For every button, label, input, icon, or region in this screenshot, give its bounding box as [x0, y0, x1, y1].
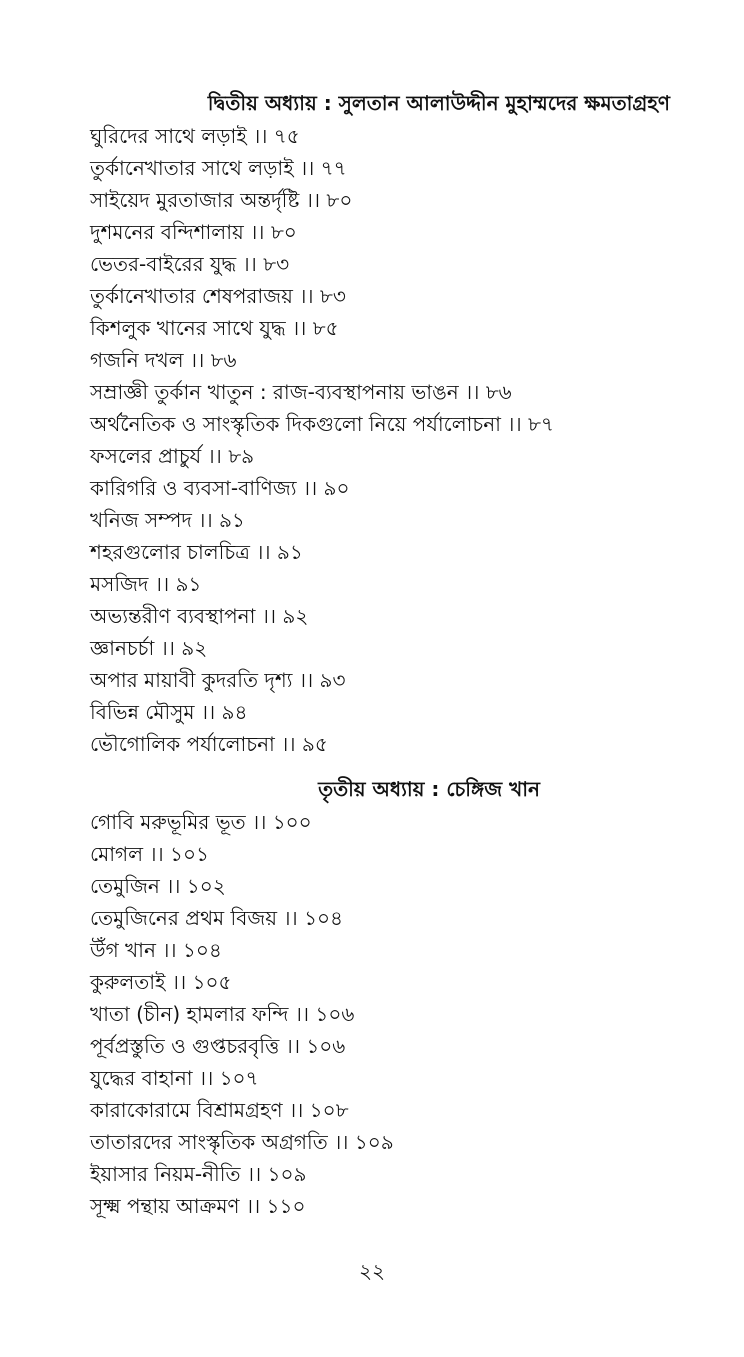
chapter-section [90, 772, 670, 1222]
toc-entry: মোগল ।। ১০১ [90, 842, 210, 866]
toc-entry: তুর্কানেখাতার সাথে লড়াই ।। ৭৭ [90, 156, 347, 180]
toc-entry: উঁগ খান ।। ১০৪ [90, 938, 222, 962]
toc-entry: তেমুজিনের প্রথম বিজয় ।। ১০৪ [90, 906, 344, 930]
toc-list [90, 120, 670, 760]
toc-entry: ইয়াসার নিয়ম-নীতি ।। ১০৯ [90, 1162, 307, 1186]
toc-entry: ফসলের প্রাচুর্য ।। ৮৯ [90, 444, 255, 468]
toc-entry: দুশমনের বন্দিশালায় ।। ৮০ [90, 220, 297, 244]
toc-entry: কিশলুক খানের সাথে যুদ্ধ ।। ৮৫ [90, 316, 339, 340]
toc-entry: গজনি দখল ।। ৮৬ [90, 348, 237, 372]
toc-entry: বিভিন্ন মৌসুম ।। ৯৪ [90, 700, 248, 724]
toc-entry: ঘুরিদের সাথে লড়াই ।। ৭৫ [90, 124, 300, 148]
toc-entry: কারাকোরামে বিশ্রামগ্রহণ ।। ১০৮ [90, 1098, 349, 1122]
toc-entry: পূর্বপ্রস্তুতি ও গুপ্তচরবৃত্তি ।। ১০৬ [90, 1034, 346, 1058]
toc-entry: তুর্কানেখাতার শেষপরাজয় ।। ৮৩ [90, 284, 346, 308]
chapter-title: দ্বিতীয় অধ্যায় : সুলতান আলাউদ্দীন মুহাম্মদের ক্ষমতাগ্রহণ [207, 91, 670, 115]
toc-entry: কারিগরি ও ব্যবসা-বাণিজ্য ।। ৯০ [90, 476, 350, 500]
toc-entry: অর্থনৈতিক ও সাংস্কৃতিক দিকগুলো নিয়ে পর্যালোচনা ।। ৮৭ [90, 412, 554, 436]
toc-entry: সূক্ষ্ম পন্থায় আক্রমণ ।। ১১০ [90, 1194, 306, 1218]
toc-entry: মসজিদ ।। ৯১ [90, 572, 202, 596]
toc-entry: জ্ঞানচর্চা ।। ৯২ [90, 636, 208, 660]
toc-entry: সাইয়েদ মুরতাজার অন্তর্দৃষ্টি ।। ৮০ [90, 188, 353, 212]
toc-entry: অভ্যন্তরীণ ব্যবস্থাপনা ।। ৯২ [90, 604, 309, 628]
toc-entry: ভেতর-বাইরের যুদ্ধ ।। ৮৩ [90, 252, 290, 276]
toc-entry: ভৌগোলিক পর্যালোচনা ।। ৯৫ [90, 732, 328, 756]
chapter-section [90, 86, 670, 760]
toc-entry: যুদ্ধের বাহানা ।। ১০৭ [90, 1066, 259, 1090]
toc-entry: গোবি মরুভূমির ভূত ।। ১০০ [90, 810, 312, 834]
toc-list [90, 806, 670, 1222]
toc-entry: খনিজ সম্পদ ।। ৯১ [90, 508, 245, 532]
chapter-title: তৃতীয় অধ্যায় : চেঙ্গিজ খান [318, 777, 540, 801]
toc-entry: কুরুলতাই ।। ১০৫ [90, 970, 232, 994]
toc-entry: সম্রাজ্ঞী তুর্কান খাতুন : রাজ-ব্যবস্থাপনায় ভাঙন ।। ৮৬ [90, 380, 512, 404]
toc-entry: খাতা (চীন) হামলার ফন্দি ।। ১০৬ [90, 1002, 355, 1026]
toc-entry: শহরগুলোর চালচিত্র ।। ৯১ [90, 540, 303, 564]
toc-entry: তেমুজিন ।। ১০২ [90, 874, 226, 898]
page-number: ২২ [358, 1259, 385, 1283]
toc-entry: তাতারদের সাংস্কৃতিক অগ্রগতি ।। ১০৯ [90, 1130, 394, 1154]
toc-entry: অপার মায়াবী কুদরতি দৃশ্য ।। ৯৩ [90, 668, 346, 692]
